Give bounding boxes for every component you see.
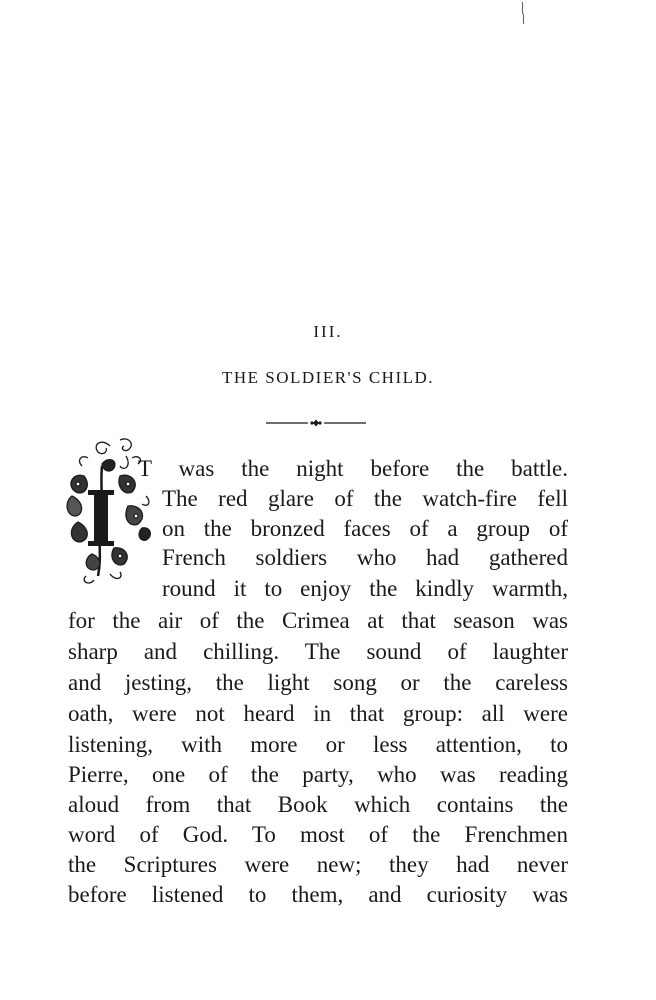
text-line-7: sharp and chilling. The sound of laughter: [68, 639, 568, 664]
text-line-3: on the bronzed faces of a group of: [162, 516, 568, 541]
text-line-1: T was the night before the battle.: [138, 456, 568, 481]
text-line-15: before listened to them, and curiosity was: [68, 882, 568, 907]
text-line-8: and jesting, the light song or the careless: [68, 670, 568, 695]
text-line-14: the Scriptures were new; they had never: [68, 852, 568, 877]
text-line-4: French soldiers who had gathered: [162, 545, 568, 570]
text-line-9: oath, were not heard in that group: all were: [68, 701, 568, 726]
text-line-10: listening, with more or less attention, to: [68, 732, 568, 757]
text-line-6: for the air of the Crimea at that season was: [68, 608, 568, 633]
text-line-13: word of God. To most of the Frenchmen: [68, 822, 568, 847]
page-corner-mark-icon: [516, 0, 530, 26]
chapter-number: III.: [313, 322, 343, 341]
text-line-2: The red glare of the watch-fire fell: [162, 486, 568, 511]
text-line-11: Pierre, one of the party, who was reading: [68, 762, 568, 787]
chapter-title: THE SOLDIER'S CHILD.: [221, 368, 435, 387]
text-line-5: round it to enjoy the kindly warmth,: [162, 576, 568, 601]
title-rule-ornament-icon: [266, 416, 366, 430]
text-line-12: aloud from that Book which contains the: [68, 792, 568, 817]
